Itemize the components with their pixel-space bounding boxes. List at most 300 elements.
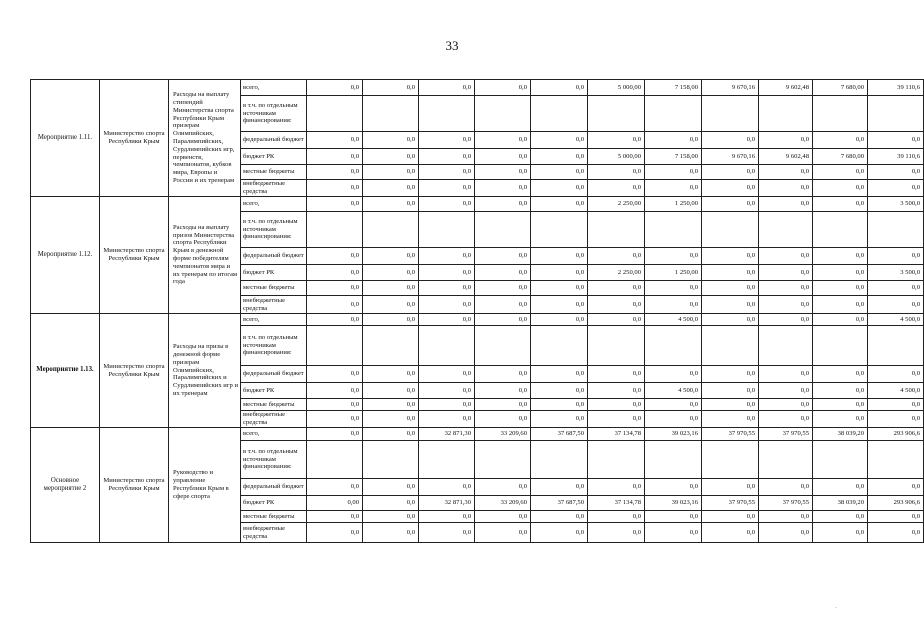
value-cell [645,326,702,366]
value-cell: 0,0 [702,479,759,496]
value-cell: 0,0 [868,180,924,197]
source-federal: федеральный бюджет [241,248,307,265]
value-cell: 0,0 [475,149,531,165]
value-cell: 4 500,0 [645,314,702,326]
event-name: Мероприятие 1.12. [31,197,100,314]
value-cell: 37 970,55 [759,428,813,441]
value-cell: 0,0 [419,265,475,281]
value-cell: 0,0 [588,132,645,149]
value-cell: 0,0 [813,479,868,496]
source-extrabudget: внебюджетные средства [241,523,307,543]
value-cell: 39 023,16 [645,428,702,441]
value-cell: 0,0 [475,523,531,543]
value-cell: 0,0 [759,383,813,399]
value-cell: 0,0 [702,248,759,265]
value-cell: 0,0 [419,132,475,149]
value-cell: 32 871,30 [419,428,475,441]
value-cell: 0,0 [813,314,868,326]
budget-table [30,79,924,543]
value-cell: 38 039,20 [813,496,868,511]
value-cell: 0,0 [531,197,588,212]
value-cell: 0,0 [475,80,531,96]
value-cell: 37 134,78 [588,496,645,511]
value-cell [363,326,419,366]
value-cell: 1 250,00 [645,265,702,281]
page-number: 33 [445,38,459,53]
value-cell: 0,0 [588,411,645,428]
value-cell: 0,0 [531,479,588,496]
source-total: всего, [241,197,307,212]
value-cell: 2 250,00 [588,265,645,281]
value-cell: 0,0 [759,366,813,383]
value-cell: 0,0 [868,132,924,149]
value-cell: 0,0 [363,132,419,149]
value-cell: 0,0 [759,479,813,496]
value-cell: 0,0 [475,248,531,265]
value-cell: 39 110,6 [868,80,924,96]
value-cell: 0,0 [702,132,759,149]
value-cell: 0,0 [868,511,924,523]
value-cell [702,441,759,479]
value-cell [475,212,531,248]
value-cell: 0,0 [363,180,419,197]
value-cell: 0,0 [531,314,588,326]
value-cell: 0,0 [588,296,645,314]
source-federal: федеральный бюджет [241,366,307,383]
value-cell: 0,0 [702,165,759,180]
value-cell: 37 970,55 [759,496,813,511]
value-cell: 0,0 [307,399,363,411]
value-cell: 0,0 [868,523,924,543]
value-cell: 0,0 [307,479,363,496]
value-cell [759,96,813,132]
value-cell: 0,0 [645,180,702,197]
value-cell: 0,0 [307,523,363,543]
value-cell: 9 602,48 [759,149,813,165]
value-cell: 0,0 [813,165,868,180]
value-cell: 0,0 [531,366,588,383]
source-total: всего, [241,428,307,441]
value-cell: 293 906,6 [868,496,924,511]
value-cell: 0,0 [307,511,363,523]
value-cell: 0,0 [702,411,759,428]
value-cell: 0,0 [645,399,702,411]
value-cell: 0,0 [307,366,363,383]
event-name: Мероприятие 1.11. [31,80,100,197]
value-cell: 0,0 [363,411,419,428]
value-cell: 0,0 [475,132,531,149]
value-cell: 0,0 [475,281,531,296]
value-cell: 0,0 [868,411,924,428]
value-cell: 4 500,0 [868,383,924,399]
value-cell: 0,0 [868,281,924,296]
value-cell: 0,0 [531,511,588,523]
value-cell: 0,0 [759,265,813,281]
value-cell [475,96,531,132]
source-local: местные бюджеты [241,399,307,411]
value-cell: 33 209,60 [475,428,531,441]
value-cell: 0,0 [645,281,702,296]
value-cell: 5 000,00 [588,80,645,96]
value-cell: 0,0 [813,523,868,543]
source-extrabudget: внебюджетные средства [241,180,307,197]
value-cell [363,96,419,132]
value-cell: 0,0 [645,523,702,543]
value-cell: 0,0 [868,399,924,411]
value-cell: 0,0 [307,281,363,296]
value-cell: 0,0 [759,281,813,296]
value-cell [759,212,813,248]
source-federal: федеральный бюджет [241,132,307,149]
value-cell: 0,0 [363,248,419,265]
value-cell: 0,0 [307,314,363,326]
value-cell [307,212,363,248]
value-cell [645,96,702,132]
value-cell: 0,0 [588,479,645,496]
value-cell: 0,0 [531,523,588,543]
value-cell [475,326,531,366]
value-cell: 0,0 [419,411,475,428]
value-cell [759,326,813,366]
value-cell: 0,0 [475,511,531,523]
source-breakdown: в т.ч. по отдельным источникам финансирования: [241,326,307,366]
value-cell: 0,0 [645,296,702,314]
value-cell: 0,0 [419,80,475,96]
value-cell: 39 110,6 [868,149,924,165]
value-cell: 0,0 [475,399,531,411]
value-cell: 0,0 [813,366,868,383]
value-cell: 0,0 [363,80,419,96]
value-cell: 0,0 [419,511,475,523]
value-cell: 0,0 [307,296,363,314]
value-cell: 0,0 [702,296,759,314]
value-cell [307,326,363,366]
value-cell: 0,0 [868,296,924,314]
value-cell: 39 023,16 [645,496,702,511]
value-cell: 7 158,00 [645,80,702,96]
value-cell: 0,0 [588,281,645,296]
value-cell: 0,0 [475,165,531,180]
value-cell: 0,0 [531,296,588,314]
value-cell: 0,0 [531,80,588,96]
value-cell: 0,0 [363,428,419,441]
value-cell: 0,0 [475,180,531,197]
value-cell [588,212,645,248]
value-cell: 0,0 [813,296,868,314]
value-cell: 37 970,55 [702,496,759,511]
value-cell [475,441,531,479]
value-cell: 0,0 [363,399,419,411]
value-cell [588,96,645,132]
value-cell: 0,0 [645,511,702,523]
value-cell [702,96,759,132]
value-cell: 0,0 [702,511,759,523]
source-rk: бюджет РК [241,383,307,399]
value-cell: 0,0 [363,366,419,383]
executor-name: Министерство спорта Республики Крым [100,314,169,428]
value-cell [419,96,475,132]
value-cell [419,326,475,366]
value-cell: 0,0 [307,428,363,441]
value-cell: 0,0 [702,281,759,296]
executor-name: Министерство спорта Республики Крым [100,428,169,543]
value-cell: 0,0 [813,399,868,411]
value-cell [588,326,645,366]
table-row [31,80,924,96]
scan-mark: · [835,604,838,612]
value-cell [813,96,868,132]
value-cell: 0,0 [363,383,419,399]
value-cell [868,326,924,366]
value-cell: 0,0 [475,197,531,212]
value-cell: 0,0 [307,132,363,149]
table-row [31,314,924,326]
value-cell: 0,0 [588,366,645,383]
value-cell: 0,0 [419,523,475,543]
value-cell: 37 134,78 [588,428,645,441]
value-cell: 0,0 [868,366,924,383]
value-cell: 37 687,50 [531,428,588,441]
value-cell: 0,0 [702,366,759,383]
value-cell: 0,0 [363,265,419,281]
value-cell: 7 158,00 [645,149,702,165]
executor-name: Министерство спорта Республики Крым [100,197,169,314]
value-cell: 0,0 [813,511,868,523]
value-cell: 0,0 [645,248,702,265]
value-cell: 0,0 [419,383,475,399]
value-cell: 0,0 [307,80,363,96]
value-cell [645,441,702,479]
value-cell: 0,0 [702,314,759,326]
value-cell: 0,0 [868,479,924,496]
value-cell: 0,0 [363,149,419,165]
value-cell: 0,0 [363,197,419,212]
value-cell [702,212,759,248]
value-cell: 0,0 [868,165,924,180]
value-cell: 0,0 [307,411,363,428]
value-cell: 0,0 [813,197,868,212]
value-cell: 0,0 [419,479,475,496]
value-cell [419,441,475,479]
value-cell: 0,0 [307,180,363,197]
source-rk: бюджет РК [241,265,307,281]
value-cell [531,326,588,366]
source-federal: федеральный бюджет [241,479,307,496]
value-cell: 0,00 [307,496,363,511]
value-cell: 0,0 [645,479,702,496]
value-cell: 0,0 [645,165,702,180]
value-cell: 0,0 [759,314,813,326]
value-cell: 0,0 [419,149,475,165]
source-rk: бюджет РК [241,149,307,165]
value-cell: 0,0 [475,314,531,326]
value-cell: 0,0 [759,296,813,314]
value-cell: 0,0 [759,197,813,212]
value-cell: 0,0 [702,265,759,281]
value-cell: 0,0 [645,366,702,383]
value-cell: 0,0 [813,248,868,265]
event-description: Руководство и управление Республики Крым в сфере спорта [169,428,241,543]
value-cell: 38 039,20 [813,428,868,441]
value-cell: 2 250,00 [588,197,645,212]
value-cell: 0,0 [419,180,475,197]
value-cell [813,212,868,248]
value-cell: 0,0 [531,180,588,197]
value-cell: 0,0 [419,366,475,383]
value-cell: 0,0 [759,165,813,180]
value-cell: 0,0 [363,523,419,543]
value-cell: 0,0 [419,248,475,265]
value-cell: 0,0 [702,197,759,212]
value-cell: 0,0 [702,383,759,399]
value-cell: 0,0 [363,496,419,511]
value-cell: 37 687,50 [531,496,588,511]
value-cell: 0,0 [588,180,645,197]
value-cell: 0,0 [363,296,419,314]
value-cell [363,212,419,248]
value-cell: 9 670,16 [702,149,759,165]
value-cell: 0,0 [419,296,475,314]
value-cell: 4 500,0 [645,383,702,399]
source-extrabudget: внебюджетные средства [241,411,307,428]
source-breakdown: в т.ч. по отдельным источникам финансирования: [241,212,307,248]
source-local: местные бюджеты [241,511,307,523]
value-cell [702,326,759,366]
source-extrabudget: внебюджетные средства [241,296,307,314]
value-cell [645,212,702,248]
value-cell: 0,0 [813,411,868,428]
value-cell: 0,0 [588,523,645,543]
source-total: всего, [241,314,307,326]
value-cell [868,96,924,132]
value-cell: 0,0 [531,165,588,180]
value-cell: 0,0 [475,265,531,281]
value-cell: 4 500,0 [868,314,924,326]
value-cell: 33 209,60 [475,496,531,511]
value-cell: 0,0 [868,248,924,265]
value-cell [759,441,813,479]
value-cell: 1 250,00 [645,197,702,212]
table-row [31,428,924,441]
value-cell [307,441,363,479]
value-cell [531,441,588,479]
value-cell: 7 680,00 [813,80,868,96]
value-cell [419,212,475,248]
value-cell: 7 680,00 [813,149,868,165]
value-cell [363,441,419,479]
value-cell: 0,0 [307,265,363,281]
event-description: Расходы на выплату стипендий Министерства спорта Республики Крым призерам Олимпийских, Паралимпийских, Сурдлимпийских игр, первенств, чемпионатов, кубков мира, Европы и России и их тренерам [169,80,241,197]
value-cell [588,441,645,479]
value-cell: 0,0 [588,314,645,326]
value-cell: 0,0 [531,281,588,296]
value-cell [531,212,588,248]
source-local: местные бюджеты [241,281,307,296]
value-cell: 0,0 [475,296,531,314]
value-cell: 0,0 [702,523,759,543]
value-cell [813,326,868,366]
value-cell: 0,0 [475,479,531,496]
value-cell: 0,0 [475,411,531,428]
value-cell: 0,0 [531,411,588,428]
value-cell: 0,0 [759,132,813,149]
value-cell: 0,0 [363,281,419,296]
value-cell: 0,0 [759,411,813,428]
value-cell: 32 871,30 [419,496,475,511]
value-cell: 0,0 [531,399,588,411]
value-cell: 0,0 [702,180,759,197]
value-cell: 0,0 [645,132,702,149]
value-cell: 0,0 [419,197,475,212]
value-cell: 0,0 [588,399,645,411]
value-cell: 0,0 [759,248,813,265]
value-cell [868,212,924,248]
value-cell: 0,0 [588,248,645,265]
value-cell: 0,0 [588,165,645,180]
value-cell: 37 970,55 [702,428,759,441]
value-cell: 0,0 [475,366,531,383]
source-local: местные бюджеты [241,165,307,180]
event-name: Мероприятие 1.13. [31,314,100,428]
value-cell: 0,0 [363,165,419,180]
value-cell: 3 500,0 [868,197,924,212]
value-cell [531,96,588,132]
table-row [31,197,924,212]
value-cell: 0,0 [307,197,363,212]
executor-name: Министерство спорта Республики Крым [100,80,169,197]
value-cell: 3 500,0 [868,265,924,281]
value-cell: 0,0 [419,281,475,296]
value-cell: 0,0 [307,383,363,399]
value-cell: 0,0 [531,132,588,149]
value-cell: 0,0 [759,399,813,411]
source-total: всего, [241,80,307,96]
value-cell: 0,0 [307,248,363,265]
source-breakdown: в т.ч. по отдельным источникам финансирования: [241,96,307,132]
value-cell: 0,0 [759,180,813,197]
value-cell [868,441,924,479]
value-cell: 9 602,48 [759,80,813,96]
value-cell: 0,0 [759,511,813,523]
value-cell: 0,0 [813,180,868,197]
value-cell: 0,0 [475,383,531,399]
value-cell: 0,0 [813,132,868,149]
value-cell: 293 906,6 [868,428,924,441]
value-cell: 0,0 [363,479,419,496]
value-cell: 0,0 [759,523,813,543]
event-description: Расходы на призы в денежной форме призерам Олимпийских, Паралимпийских и Сурдлимпийских игр и их тренерам [169,314,241,428]
value-cell: 0,0 [363,511,419,523]
value-cell [307,96,363,132]
value-cell: 0,0 [813,281,868,296]
source-rk: бюджет РК [241,496,307,511]
value-cell: 0,0 [531,383,588,399]
source-breakdown: в т.ч. по отдельным источникам финансирования: [241,441,307,479]
value-cell: 0,0 [531,248,588,265]
value-cell: 0,0 [363,314,419,326]
value-cell: 0,0 [813,265,868,281]
value-cell: 0,0 [419,165,475,180]
value-cell: 0,0 [531,149,588,165]
value-cell: 0,0 [419,399,475,411]
value-cell: 9 670,16 [702,80,759,96]
event-name: Основное мероприятие 2 [31,428,100,543]
value-cell: 0,0 [307,149,363,165]
event-description: Расходы на выплату призов Министерства спорта Республики Крым в денежной форме победителям чемпионатов мира и их тренерам по итогам года [169,197,241,314]
value-cell: 0,0 [307,165,363,180]
value-cell [813,441,868,479]
value-cell: 0,0 [419,314,475,326]
